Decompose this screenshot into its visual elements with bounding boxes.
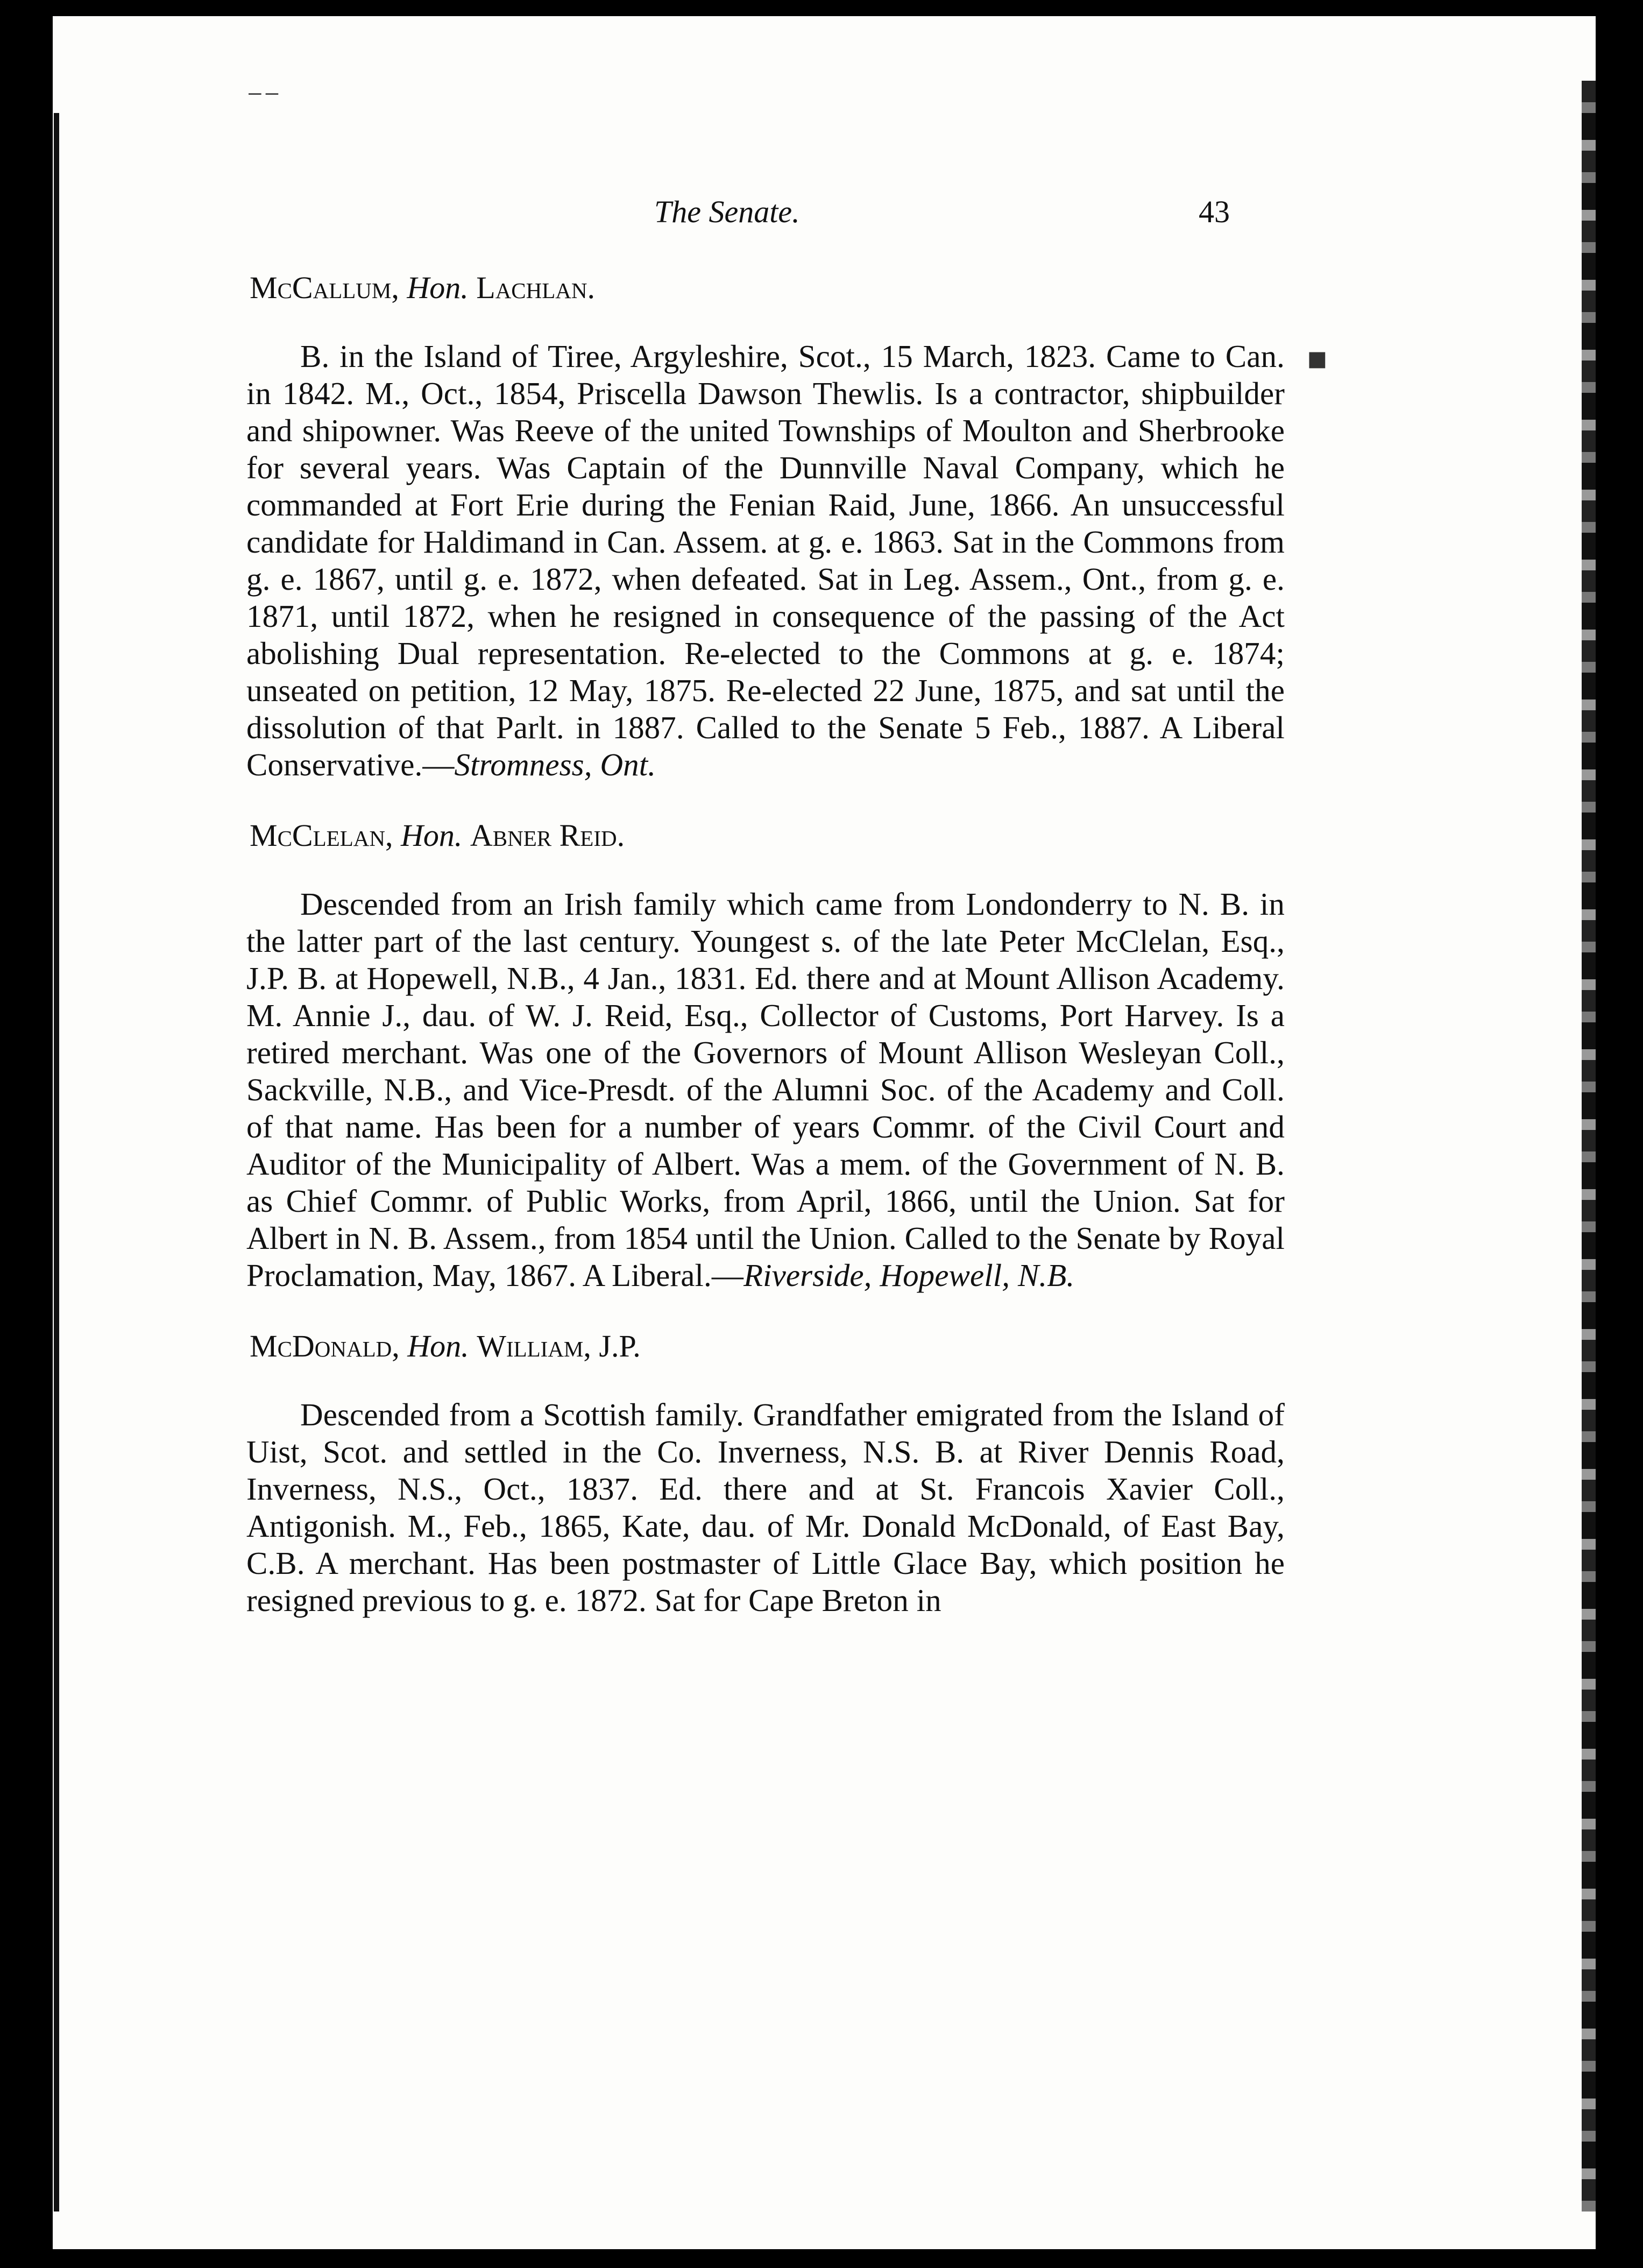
running-title: The Senate. xyxy=(654,194,800,229)
biography-entry xyxy=(246,269,1285,783)
page-header xyxy=(53,194,1279,237)
biography-entry xyxy=(246,817,1285,1294)
entry-honorific: Hon. xyxy=(400,818,463,853)
page-edge xyxy=(1582,81,1596,2212)
entry-residence: Riverside, Hopewell, N.B. xyxy=(743,1257,1075,1293)
stray-mark: ▪ xyxy=(1306,339,1328,377)
entry-heading xyxy=(250,269,1285,307)
entry-heading xyxy=(250,1327,1285,1365)
book-page xyxy=(53,16,1596,2249)
entry-surname: McDonald, xyxy=(250,1329,400,1363)
entry-given-names: Lachlan. xyxy=(476,270,596,305)
entry-surname: McClelan, xyxy=(250,818,393,853)
entry-text: Descended from an Irish family which came from Londonderry to N. B. in the latter part of the last century. Youngest s. of the late Peter McClelan, Esq., J.P. B. at Hopewell, N.B., 4 Jan., 1831. Ed. there and at Mount Allison Academy. M. Annie J., dau. of W. J. Reid, Esq., Collector of Customs, Port Harvey. Is a retired merchant. Was one of the Governors of Mount Allison Wesleyan Coll., Sackville, N.B., and Vice-Presdt. of the Alumni Soc. of the Academy and Coll. of that name. Has been for a number of years Commr. of the Civil Court and Auditor of the Municipality of Albert. Was a mem. of the Government of N. B. as Chief Commr. of Public Works, from April, 1866, until the Union. Sat for Albert in N. B. Assem., from 1854 until the Union. Called to the Senate by Royal Proclamation, May, 1867. A Liberal.— xyxy=(246,886,1285,1293)
entry-body xyxy=(246,886,1285,1294)
entry-given-names: Abner Reid. xyxy=(470,818,625,853)
stray-mark: ⁻⁻ xyxy=(246,81,281,118)
page-content xyxy=(246,269,1285,1652)
entry-given-names: William, J.P. xyxy=(477,1329,641,1363)
entry-text: Descended from a Scottish family. Grandfather emigrated from the Island of Uist, Scot. and settled in the Co. Inverness, N.S. B. at River Dennis Road, Inverness, N.S., Oct., 1837. Ed. there and at St. Francois Xavier Coll., Antigonish. M., Feb., 1865, Kate, dau. of Mr. Donald McDonald, of East Bay, C.B. A merchant. Has been postmaster of Little Glace Bay, which position he resigned previous to g. e. 1872. Sat for Cape Breton in xyxy=(246,1397,1285,1618)
entry-text: B. in the Island of Tiree, Argyleshire, Scot., 15 March, 1823. Came to Can. in 1842. M., Oct., 1854, Priscella Dawson Thewlis. Is a contractor, shipbuilder and shipowner. Was Reeve of the united Townships of Moulton and Sherbrooke for several years. Was Captain of the Dunnville Naval Company, which he commanded at Fort Erie during the Fenian Raid, June, 1866. An unsuccessful candidate for Haldimand in Can. Assem. at g. e. 1863. Sat in the Commons from g. e. 1867, until g. e. 1872, when defeated. Sat in Leg. Assem., Ont., from g. e. 1871, until 1872, when he resigned in consequence of the passing of the Act abolishing Dual representation. Re-elected to the Commons at g. e. 1874; unseated on petition, 12 May, 1875. Re-elected 22 June, 1875, and sat until the dissolution of that Parlt. in 1887. Called to the Senate 5 Feb., 1887. A Liberal Conservative.— xyxy=(246,338,1285,782)
entry-body xyxy=(246,1396,1285,1619)
entry-heading xyxy=(250,817,1285,854)
binding-shadow xyxy=(54,113,59,2212)
entry-honorific: Hon. xyxy=(407,1329,469,1363)
entry-honorific: Hon. xyxy=(407,270,469,305)
biography-entry xyxy=(246,1327,1285,1619)
entry-surname: McCallum, xyxy=(250,270,399,305)
page-number: 43 xyxy=(1199,194,1230,229)
entry-body xyxy=(246,338,1285,783)
entry-residence: Stromness, Ont. xyxy=(454,747,656,782)
